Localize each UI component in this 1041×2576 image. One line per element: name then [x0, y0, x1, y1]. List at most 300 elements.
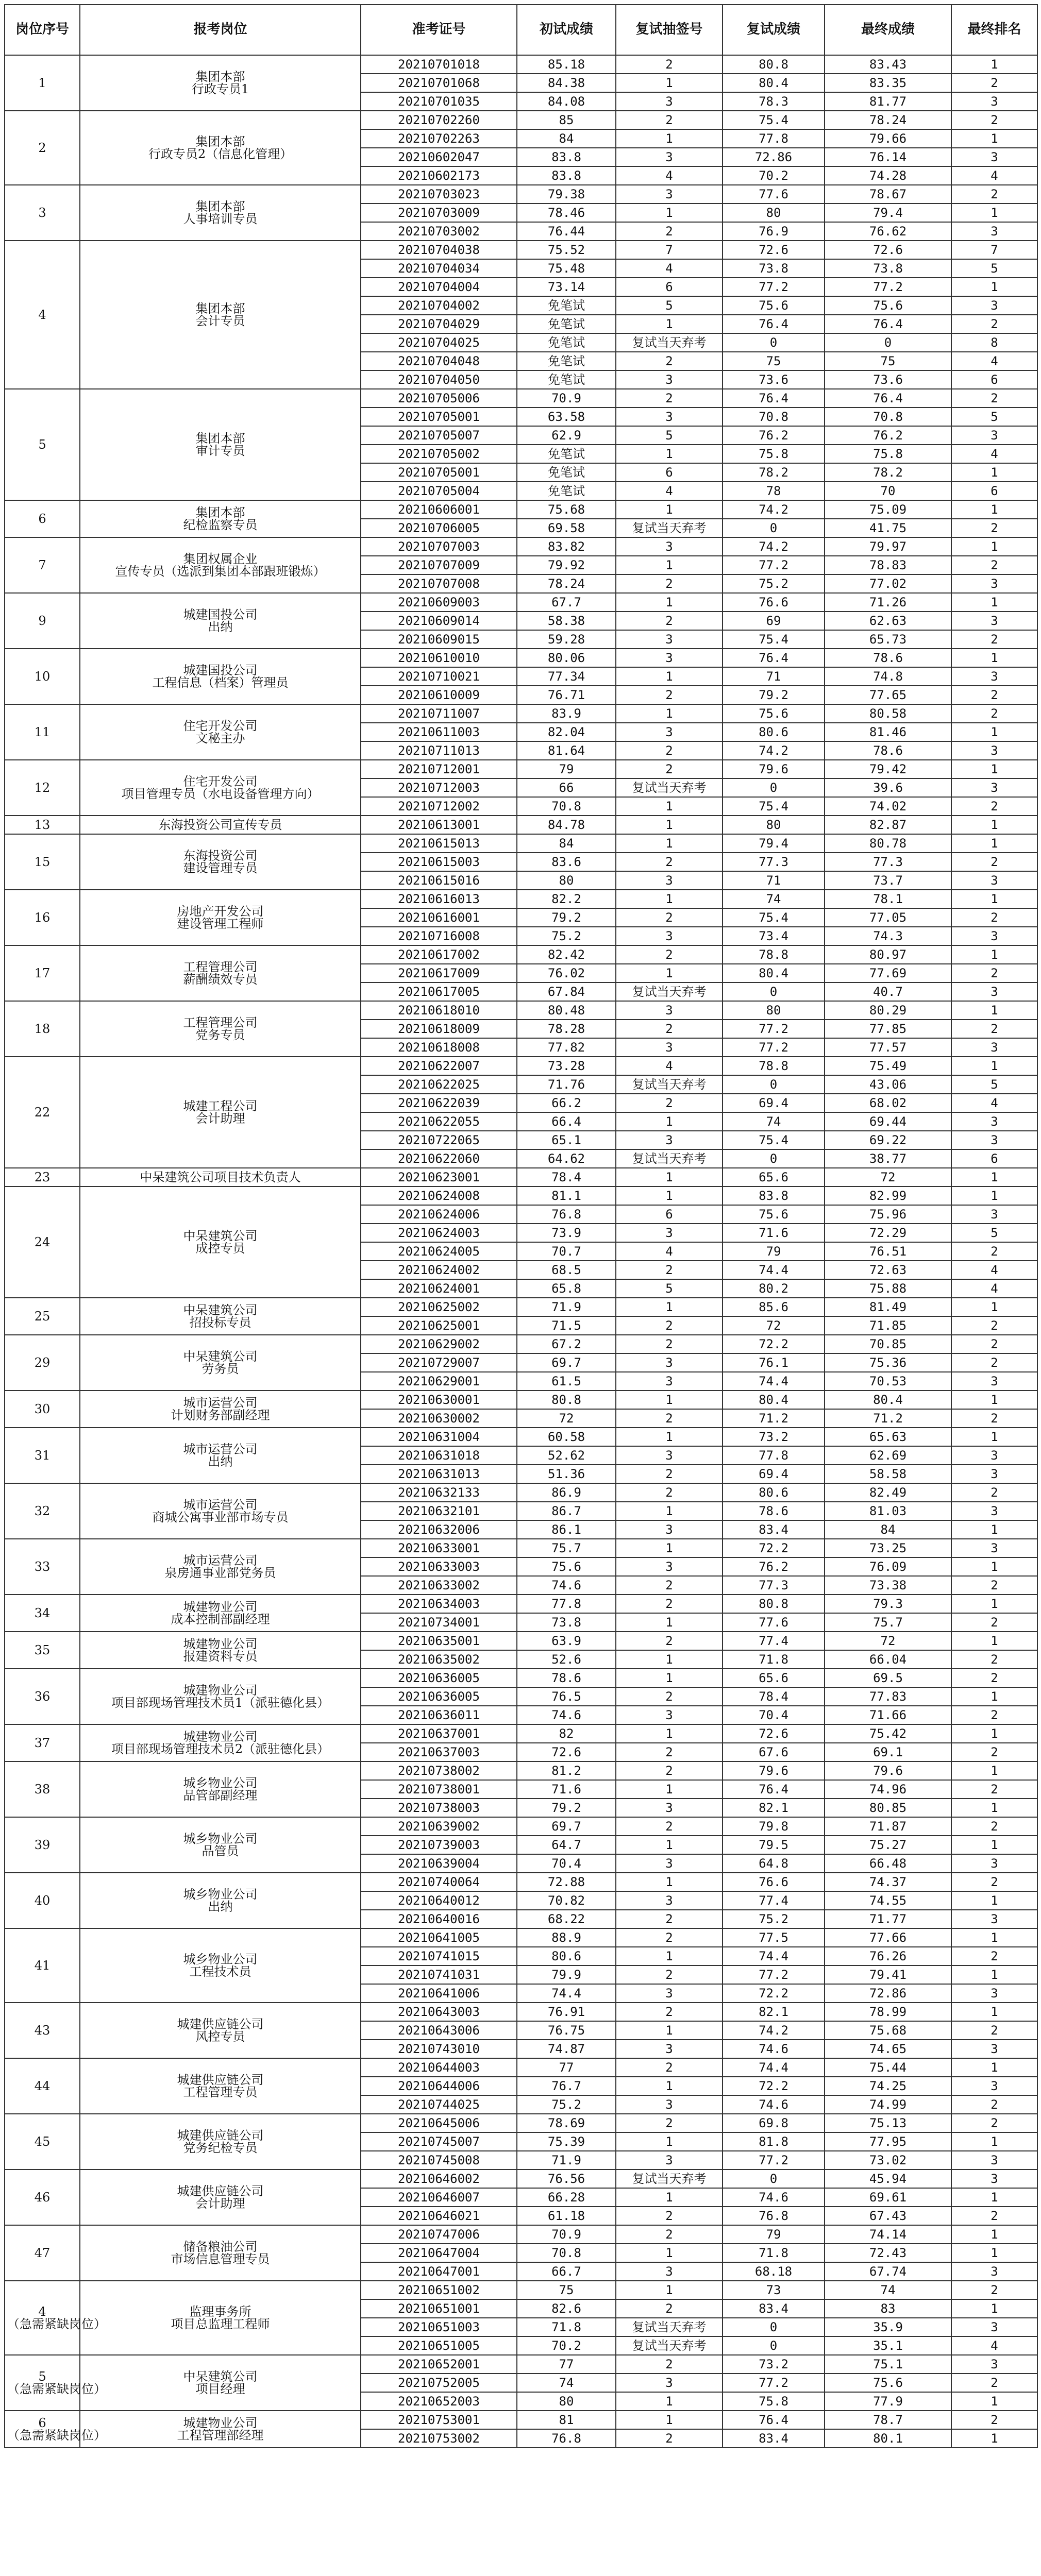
draw-number: 1	[616, 445, 723, 463]
table-row	[5, 1632, 1037, 1650]
final-score: 71.66	[825, 1706, 951, 1724]
ticket-number: 20210631013	[361, 1465, 517, 1483]
ticket-number: 20210738001	[361, 1780, 517, 1799]
draw-number: 3	[616, 1001, 723, 1020]
final-score: 77.85	[825, 1020, 951, 1038]
retest-score: 77.5	[723, 1928, 825, 1947]
table-row	[5, 1057, 1037, 1075]
final-score: 73.25	[825, 1539, 951, 1557]
position-seq: 35	[5, 1632, 80, 1669]
final-score: 66.48	[825, 1854, 951, 1873]
draw-number: 复试当天弃考	[616, 1149, 723, 1168]
retest-score: 80.8	[723, 1595, 825, 1613]
draw-number: 2	[616, 1687, 723, 1706]
position-seq: 3	[5, 185, 80, 241]
ticket-number: 20210651003	[361, 2318, 517, 2336]
final-rank: 1	[951, 500, 1037, 519]
position-name: 集团本部 纪检监察专员	[80, 500, 361, 537]
header-initial-score: 初试成绩	[517, 5, 616, 55]
draw-number: 2	[616, 2207, 723, 2225]
initial-score: 59.28	[517, 630, 616, 649]
final-rank: 1	[951, 1168, 1037, 1187]
position-name: 城建物业公司 成本控制部副经理	[80, 1595, 361, 1632]
ticket-number: 20210702260	[361, 111, 517, 129]
retest-score: 77.2	[723, 1965, 825, 1984]
initial-score: 74.87	[517, 2040, 616, 2058]
final-score: 72.86	[825, 1984, 951, 2003]
final-score: 74.3	[825, 927, 951, 945]
draw-number: 3	[616, 2374, 723, 2392]
ticket-number: 20210624001	[361, 1279, 517, 1298]
position-seq: 45	[5, 2114, 80, 2170]
position-name: 城建供应链公司 党务纪检专员	[80, 2114, 361, 2170]
initial-score: 免笔试	[517, 296, 616, 315]
initial-score: 84	[517, 129, 616, 148]
position-seq: 15	[5, 834, 80, 890]
final-score: 77.83	[825, 1687, 951, 1706]
table-row	[5, 2003, 1037, 2021]
table-row	[5, 55, 1037, 74]
ticket-number: 20210704002	[361, 296, 517, 315]
initial-score: 免笔试	[517, 445, 616, 463]
position-seq: 47	[5, 2225, 80, 2281]
ticket-number: 20210652001	[361, 2355, 517, 2374]
initial-score: 79	[517, 760, 616, 778]
retest-score: 75.6	[723, 296, 825, 315]
draw-number: 复试当天弃考	[616, 2336, 723, 2355]
final-rank: 4	[951, 1094, 1037, 1112]
ticket-number: 20210637001	[361, 1724, 517, 1743]
initial-score: 80	[517, 2392, 616, 2411]
initial-score: 68.22	[517, 1910, 616, 1928]
final-score: 71.26	[825, 593, 951, 612]
final-score: 78.2	[825, 463, 951, 482]
initial-score: 70.9	[517, 2225, 616, 2244]
position-name: 城建供应链公司 工程管理专员	[80, 2058, 361, 2114]
draw-number: 1	[616, 1724, 723, 1743]
final-rank: 6	[951, 370, 1037, 389]
initial-score: 84.78	[517, 816, 616, 834]
ticket-number: 20210606001	[361, 500, 517, 519]
initial-score: 76.71	[517, 686, 616, 704]
final-rank: 1	[951, 1595, 1037, 1613]
ticket-number: 20210632101	[361, 1502, 517, 1520]
final-score: 65.63	[825, 1428, 951, 1446]
ticket-number: 20210704025	[361, 333, 517, 352]
draw-number: 1	[616, 2077, 723, 2095]
initial-score: 75.39	[517, 2132, 616, 2151]
ticket-number: 20210647001	[361, 2262, 517, 2281]
retest-score: 76.4	[723, 2411, 825, 2429]
initial-score: 79.9	[517, 1965, 616, 1984]
retest-score: 76.4	[723, 649, 825, 667]
ticket-number: 20210651002	[361, 2281, 517, 2299]
draw-number: 复试当天弃考	[616, 982, 723, 1001]
position-seq: 11	[5, 704, 80, 760]
ticket-number: 20210630001	[361, 1391, 517, 1409]
initial-score: 73.8	[517, 1613, 616, 1632]
table-row	[5, 1428, 1037, 1446]
ticket-number: 20210729007	[361, 1353, 517, 1372]
final-score: 45.94	[825, 2170, 951, 2188]
initial-score: 81.1	[517, 1187, 616, 1205]
ticket-number: 20210637003	[361, 1743, 517, 1761]
draw-number: 3	[616, 649, 723, 667]
retest-score: 77.4	[723, 1891, 825, 1910]
retest-score: 76.2	[723, 1557, 825, 1576]
final-score: 75.7	[825, 1613, 951, 1632]
final-score: 73.8	[825, 259, 951, 278]
ticket-number: 20210632006	[361, 1520, 517, 1539]
final-rank: 2	[951, 315, 1037, 333]
initial-score: 74.4	[517, 1984, 616, 2003]
draw-number: 4	[616, 166, 723, 185]
ticket-number: 20210615013	[361, 834, 517, 853]
final-rank: 3	[951, 612, 1037, 630]
retest-score: 77.3	[723, 853, 825, 871]
ticket-number: 20210624005	[361, 1242, 517, 1261]
retest-score: 77.2	[723, 1038, 825, 1057]
retest-score: 69.4	[723, 1465, 825, 1483]
final-rank: 2	[951, 1947, 1037, 1965]
draw-number: 2	[616, 1632, 723, 1650]
final-score: 81.46	[825, 723, 951, 741]
initial-score: 75.48	[517, 259, 616, 278]
retest-score: 82.1	[723, 2003, 825, 2021]
initial-score: 52.62	[517, 1446, 616, 1465]
table-row	[5, 537, 1037, 556]
final-score: 75	[825, 352, 951, 370]
final-rank: 2	[951, 1353, 1037, 1372]
draw-number: 3	[616, 148, 723, 166]
position-name: 房地产开发公司 建设管理工程师	[80, 890, 361, 945]
ticket-number: 20210741031	[361, 1965, 517, 1984]
draw-number: 3	[616, 871, 723, 890]
ticket-number: 20210705004	[361, 482, 517, 500]
final-score: 80.1	[825, 2429, 951, 2448]
final-score: 74.65	[825, 2040, 951, 2058]
ticket-number: 20210622055	[361, 1112, 517, 1131]
final-score: 38.77	[825, 1149, 951, 1168]
final-rank: 5	[951, 259, 1037, 278]
final-rank: 2	[951, 1483, 1037, 1502]
initial-score: 76.44	[517, 222, 616, 241]
draw-number: 1	[616, 2392, 723, 2411]
retest-score: 74.2	[723, 741, 825, 760]
final-rank: 2	[951, 1335, 1037, 1353]
retest-score: 82.1	[723, 1799, 825, 1817]
final-score: 69.22	[825, 1131, 951, 1149]
position-seq: 7	[5, 537, 80, 593]
final-score: 79.66	[825, 129, 951, 148]
position-name: 城乡物业公司 品管部副经理	[80, 1761, 361, 1817]
draw-number: 1	[616, 667, 723, 686]
initial-score: 60.58	[517, 1428, 616, 1446]
initial-score: 69.58	[517, 519, 616, 537]
retest-score: 78.8	[723, 1057, 825, 1075]
draw-number: 3	[616, 1854, 723, 1873]
final-rank: 1	[951, 1928, 1037, 1947]
draw-number: 3	[616, 2262, 723, 2281]
draw-number: 1	[616, 1428, 723, 1446]
ticket-number: 20210631018	[361, 1446, 517, 1465]
draw-number: 3	[616, 927, 723, 945]
retest-score: 80	[723, 1001, 825, 1020]
final-rank: 2	[951, 185, 1037, 204]
table-row	[5, 2170, 1037, 2188]
final-score: 79.6	[825, 1761, 951, 1780]
retest-score: 67.6	[723, 1743, 825, 1761]
position-name: 城建物业公司 项目部现场管理技术员1（派驻德化县）	[80, 1669, 361, 1724]
position-name: 城市运营公司 泉房通事业部党务员	[80, 1539, 361, 1595]
table-row	[5, 2411, 1037, 2429]
initial-score: 82	[517, 1724, 616, 1743]
draw-number: 1	[616, 1780, 723, 1799]
ticket-number: 20210616013	[361, 890, 517, 908]
draw-number: 3	[616, 630, 723, 649]
initial-score: 81	[517, 2411, 616, 2429]
retest-score: 80.6	[723, 1483, 825, 1502]
final-rank: 2	[951, 2095, 1037, 2114]
draw-number: 3	[616, 1038, 723, 1057]
draw-number: 5	[616, 296, 723, 315]
ticket-number: 20210722065	[361, 1131, 517, 1149]
final-rank: 1	[951, 723, 1037, 741]
draw-number: 6	[616, 463, 723, 482]
ticket-number: 20210706005	[361, 519, 517, 537]
draw-number: 1	[616, 74, 723, 92]
initial-score: 78.28	[517, 1020, 616, 1038]
final-score: 75.13	[825, 2114, 951, 2132]
position-seq: 40	[5, 1873, 80, 1928]
position-name: 工程管理公司 薪酬绩效专员	[80, 945, 361, 1001]
retest-score: 76.1	[723, 1353, 825, 1372]
final-score: 67.74	[825, 2262, 951, 2281]
position-seq: 31	[5, 1428, 80, 1483]
draw-number: 2	[616, 389, 723, 408]
draw-number: 2	[616, 111, 723, 129]
ticket-number: 20210705001	[361, 408, 517, 426]
final-score: 75.96	[825, 1205, 951, 1224]
final-score: 77.05	[825, 908, 951, 927]
final-rank: 1	[951, 204, 1037, 222]
draw-number: 3	[616, 1557, 723, 1576]
final-rank: 2	[951, 74, 1037, 92]
position-name: 集团权属企业 宣传专员（选派到集团本部跟班锻炼）	[80, 537, 361, 593]
final-rank: 3	[951, 1465, 1037, 1483]
ticket-number: 20210711007	[361, 704, 517, 723]
final-score: 78.83	[825, 556, 951, 574]
ticket-number: 20210631004	[361, 1428, 517, 1446]
ticket-number: 20210623001	[361, 1168, 517, 1187]
position-seq: 5	[5, 389, 80, 500]
final-score: 75.44	[825, 2058, 951, 2077]
table-row	[5, 1928, 1037, 1947]
retest-score: 74.6	[723, 2040, 825, 2058]
draw-number: 2	[616, 908, 723, 927]
header-final-score: 最终成绩	[825, 5, 951, 55]
initial-score: 85.18	[517, 55, 616, 74]
initial-score: 77	[517, 2058, 616, 2077]
retest-score: 75	[723, 352, 825, 370]
initial-score: 82.6	[517, 2299, 616, 2318]
ticket-number: 20210741015	[361, 1947, 517, 1965]
final-rank: 1	[951, 649, 1037, 667]
ticket-number: 20210707009	[361, 556, 517, 574]
ticket-number: 20210641006	[361, 1984, 517, 2003]
final-rank: 1	[951, 2429, 1037, 2448]
draw-number: 1	[616, 1187, 723, 1205]
retest-score: 70.4	[723, 1706, 825, 1724]
ticket-number: 20210743010	[361, 2040, 517, 2058]
retest-score: 76.6	[723, 593, 825, 612]
initial-score: 75.7	[517, 1539, 616, 1557]
final-score: 76.09	[825, 1557, 951, 1576]
initial-score: 70.2	[517, 2336, 616, 2355]
position-seq: 33	[5, 1539, 80, 1595]
draw-number: 2	[616, 1316, 723, 1335]
initial-score: 76.56	[517, 2170, 616, 2188]
retest-score: 75.4	[723, 630, 825, 649]
ticket-number: 20210645006	[361, 2114, 517, 2132]
position-name: 监理事务所 项目总监理工程师	[80, 2281, 361, 2355]
final-rank: 3	[951, 1854, 1037, 1873]
final-score: 68.02	[825, 1094, 951, 1112]
ticket-number: 20210703023	[361, 185, 517, 204]
position-name: 中呆建筑公司 项目经理	[80, 2355, 361, 2411]
draw-number: 5	[616, 426, 723, 445]
final-rank: 2	[951, 2021, 1037, 2040]
position-name: 住宅开发公司 文秘主办	[80, 704, 361, 760]
final-rank: 1	[951, 1965, 1037, 1984]
initial-score: 72.88	[517, 1873, 616, 1891]
retest-score: 76.2	[723, 426, 825, 445]
retest-score: 71.8	[723, 2244, 825, 2262]
ticket-number: 20210705002	[361, 445, 517, 463]
final-rank: 1	[951, 1520, 1037, 1539]
ticket-number: 20210622025	[361, 1075, 517, 1094]
position-seq: 18	[5, 1001, 80, 1057]
draw-number: 1	[616, 1873, 723, 1891]
ticket-number: 20210625001	[361, 1316, 517, 1335]
draw-number: 复试当天弃考	[616, 2318, 723, 2336]
position-seq: 17	[5, 945, 80, 1001]
final-score: 76.14	[825, 148, 951, 166]
retest-score: 0	[723, 982, 825, 1001]
retest-score: 0	[723, 2336, 825, 2355]
draw-number: 3	[616, 2151, 723, 2170]
retest-score: 76.4	[723, 1780, 825, 1799]
position-seq: 37	[5, 1724, 80, 1761]
draw-number: 1	[616, 1168, 723, 1187]
retest-score: 74	[723, 1112, 825, 1131]
initial-score: 76.02	[517, 964, 616, 982]
retest-score: 77.8	[723, 129, 825, 148]
initial-score: 76.7	[517, 2077, 616, 2095]
retest-score: 79.6	[723, 1761, 825, 1780]
ticket-number: 20210701035	[361, 92, 517, 111]
ticket-number: 20210635002	[361, 1650, 517, 1669]
draw-number: 2	[616, 2058, 723, 2077]
final-rank: 1	[951, 2188, 1037, 2207]
final-rank: 3	[951, 2318, 1037, 2336]
initial-score: 76.5	[517, 1687, 616, 1706]
draw-number: 复试当天弃考	[616, 1075, 723, 1094]
draw-number: 1	[616, 1613, 723, 1632]
final-rank: 2	[951, 1780, 1037, 1799]
ticket-number: 20210633002	[361, 1576, 517, 1595]
ticket-number: 20210710021	[361, 667, 517, 686]
retest-score: 76.4	[723, 315, 825, 333]
initial-score: 80	[517, 871, 616, 890]
draw-number: 复试当天弃考	[616, 333, 723, 352]
final-rank: 1	[951, 760, 1037, 778]
final-rank: 1	[951, 1001, 1037, 1020]
ticket-number: 20210704048	[361, 352, 517, 370]
final-score: 79.4	[825, 204, 951, 222]
final-score: 75.42	[825, 1724, 951, 1743]
initial-score: 74.6	[517, 1706, 616, 1724]
final-score: 76.2	[825, 426, 951, 445]
final-score: 80.85	[825, 1799, 951, 1817]
initial-score: 79.38	[517, 185, 616, 204]
table-row	[5, 1761, 1037, 1780]
draw-number: 3	[616, 1224, 723, 1242]
retest-score: 69	[723, 612, 825, 630]
ticket-number: 20210738003	[361, 1799, 517, 1817]
header-retest-score: 复试成绩	[723, 5, 825, 55]
ticket-number: 20210646021	[361, 2207, 517, 2225]
draw-number: 6	[616, 278, 723, 296]
initial-score: 80.8	[517, 1391, 616, 1409]
final-score: 69.5	[825, 1669, 951, 1687]
position-name: 集团本部 会计专员	[80, 241, 361, 389]
final-rank: 3	[951, 1502, 1037, 1520]
initial-score: 70.8	[517, 797, 616, 816]
position-seq: 46	[5, 2170, 80, 2225]
final-score: 75.36	[825, 1353, 951, 1372]
retest-score: 75.6	[723, 1205, 825, 1224]
draw-number: 3	[616, 1984, 723, 2003]
draw-number: 4	[616, 259, 723, 278]
draw-number: 2	[616, 1817, 723, 1836]
final-score: 74.8	[825, 667, 951, 686]
draw-number: 2	[616, 2003, 723, 2021]
initial-score: 63.9	[517, 1632, 616, 1650]
ticket-number: 20210639004	[361, 1854, 517, 1873]
initial-score: 69.7	[517, 1817, 616, 1836]
draw-number: 1	[616, 964, 723, 982]
final-rank: 2	[951, 1020, 1037, 1038]
initial-score: 58.38	[517, 612, 616, 630]
ticket-number: 20210610010	[361, 649, 517, 667]
draw-number: 3	[616, 1799, 723, 1817]
ticket-number: 20210632133	[361, 1483, 517, 1502]
initial-score: 83.8	[517, 166, 616, 185]
retest-score: 76.9	[723, 222, 825, 241]
table-row	[5, 1817, 1037, 1836]
draw-number: 2	[616, 1261, 723, 1279]
final-score: 71.87	[825, 1817, 951, 1836]
final-rank: 4	[951, 166, 1037, 185]
retest-score: 0	[723, 1149, 825, 1168]
final-rank: 5	[951, 1224, 1037, 1242]
retest-score: 0	[723, 2170, 825, 2188]
draw-number: 3	[616, 1372, 723, 1391]
final-rank: 3	[951, 2151, 1037, 2170]
retest-score: 79.2	[723, 686, 825, 704]
initial-score: 66.28	[517, 2188, 616, 2207]
